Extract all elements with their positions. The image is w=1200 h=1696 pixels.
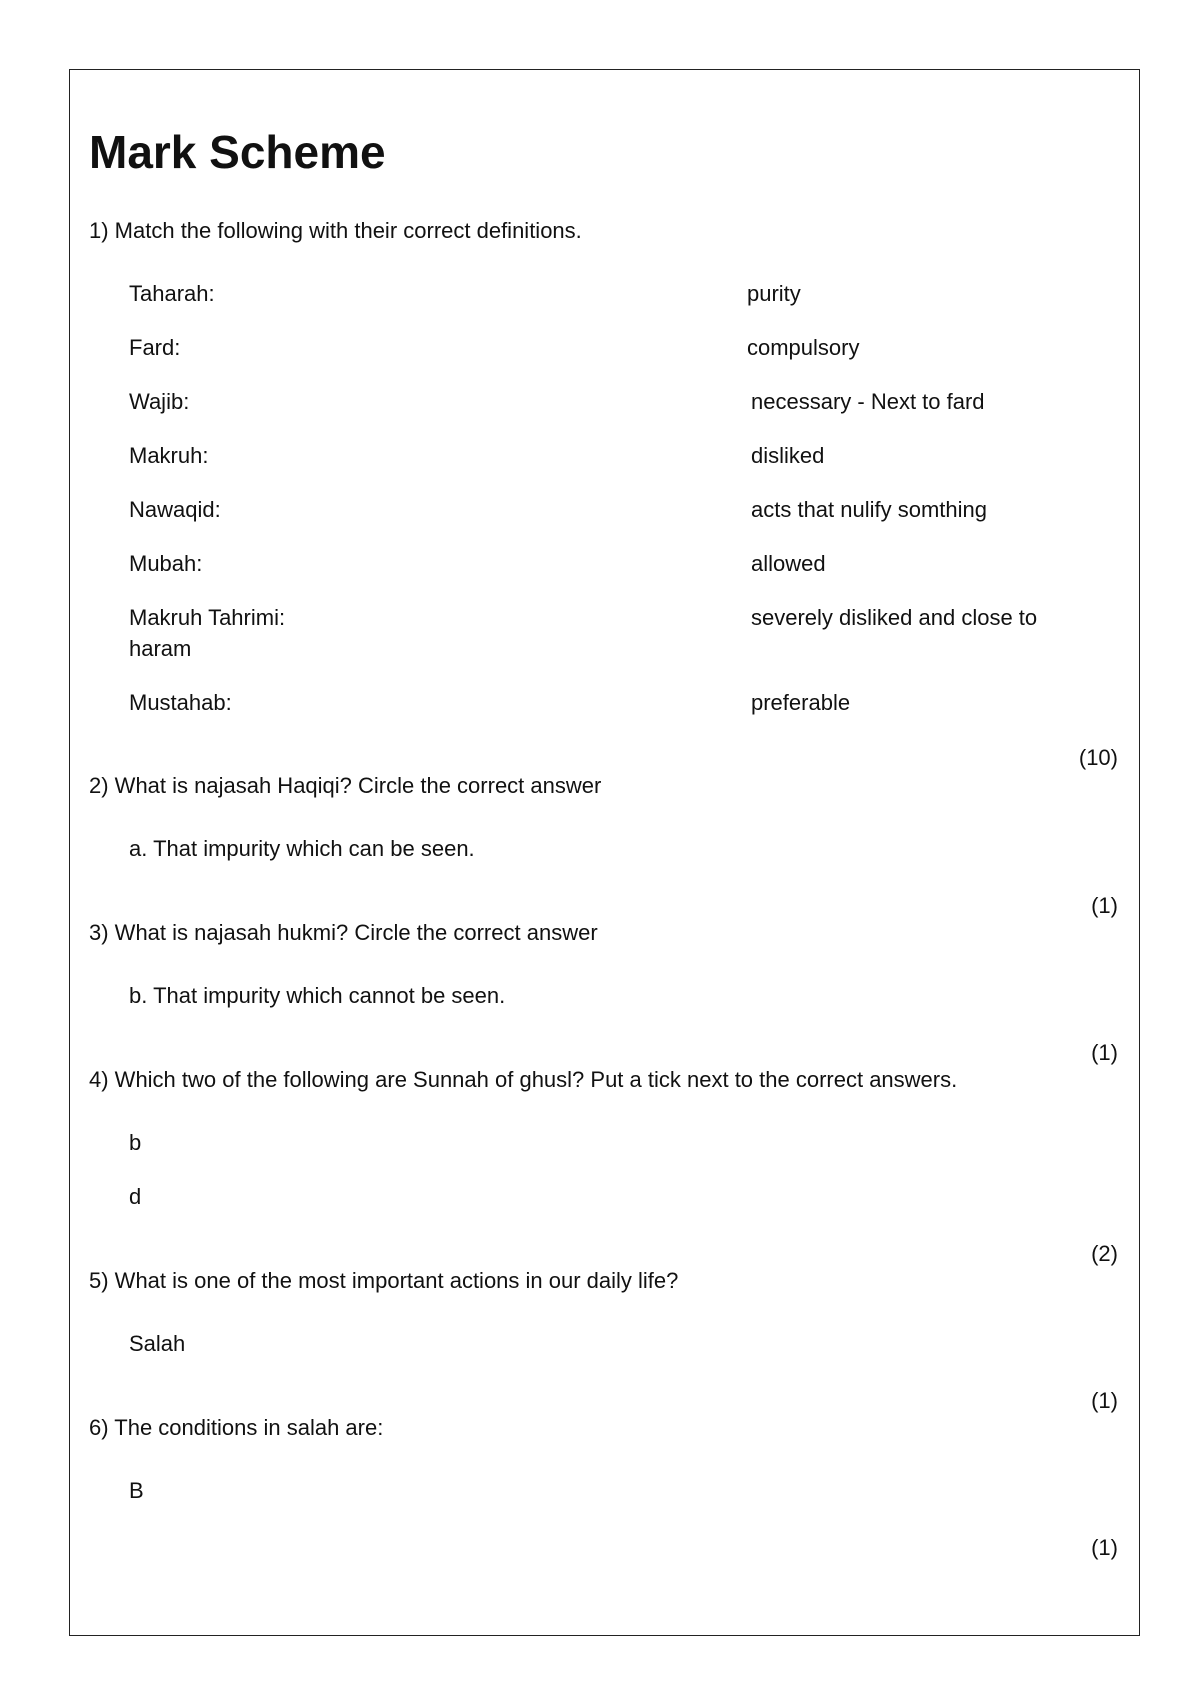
q1-definition-mubah: allowed — [751, 551, 826, 576]
question-5-answer: Salah — [129, 1331, 186, 1356]
q1-term-fard: Fard: — [129, 335, 181, 360]
q1-definition-makruh-tahrimi-continuation: haram — [129, 636, 192, 661]
question-4-answer-2: d — [129, 1184, 142, 1209]
question-3-prompt: 3) What is najasah hukmi? Circle the correct answer — [89, 920, 598, 945]
question-6-marks: (1) — [1091, 1535, 1118, 1560]
question-1-marks: (10) — [1078, 745, 1118, 770]
q1-term-mustahab: Mustahab: — [129, 690, 232, 715]
q1-definition-fard: compulsory — [747, 335, 860, 360]
question-4-marks: (2) — [1091, 1241, 1118, 1266]
q1-term-taharah: Taharah: — [129, 281, 215, 306]
q1-term-makruh: Makruh: — [129, 443, 209, 468]
question-4-prompt: 4) Which two of the following are Sunnah of ghusl? Put a tick next to the correct answers. — [89, 1067, 958, 1092]
question-6-prompt: 6) The conditions in salah are: — [89, 1415, 384, 1440]
q1-term-nawaqid: Nawaqid: — [129, 497, 221, 522]
q1-definition-mustahab: preferable — [751, 690, 851, 715]
question-6-answer: B — [129, 1478, 144, 1503]
question-3-marks: (1) — [1091, 1040, 1118, 1065]
q1-term-mubah: Mubah: — [129, 551, 203, 576]
question-4-answer-1: b — [129, 1130, 142, 1155]
question-5-marks: (1) — [1091, 1388, 1118, 1413]
question-2-marks: (1) — [1091, 893, 1118, 918]
q1-definition-makruh-tahrimi: severely disliked and close to — [751, 605, 1038, 630]
question-5-prompt: 5) What is one of the most important actions in our daily life? — [89, 1268, 679, 1293]
question-2-answer: a. That impurity which can be seen. — [129, 836, 475, 861]
q1-term-wajib: Wajib: — [129, 389, 190, 414]
q1-definition-nawaqid: acts that nulify somthing — [751, 497, 988, 522]
q1-definition-taharah: purity — [747, 281, 801, 306]
question-2-prompt: 2) What is najasah Haqiqi? Circle the correct answer — [89, 773, 602, 798]
q1-definition-makruh: disliked — [751, 443, 825, 468]
q1-definition-wajib: necessary - Next to fard — [751, 389, 985, 414]
q1-term-makruh-tahrimi: Makruh Tahrimi: — [129, 605, 286, 630]
page-title: Mark Scheme — [89, 126, 386, 178]
question-3-answer: b. That impurity which cannot be seen. — [129, 983, 506, 1008]
question-1-prompt: 1) Match the following with their correct definitions. — [89, 218, 582, 243]
